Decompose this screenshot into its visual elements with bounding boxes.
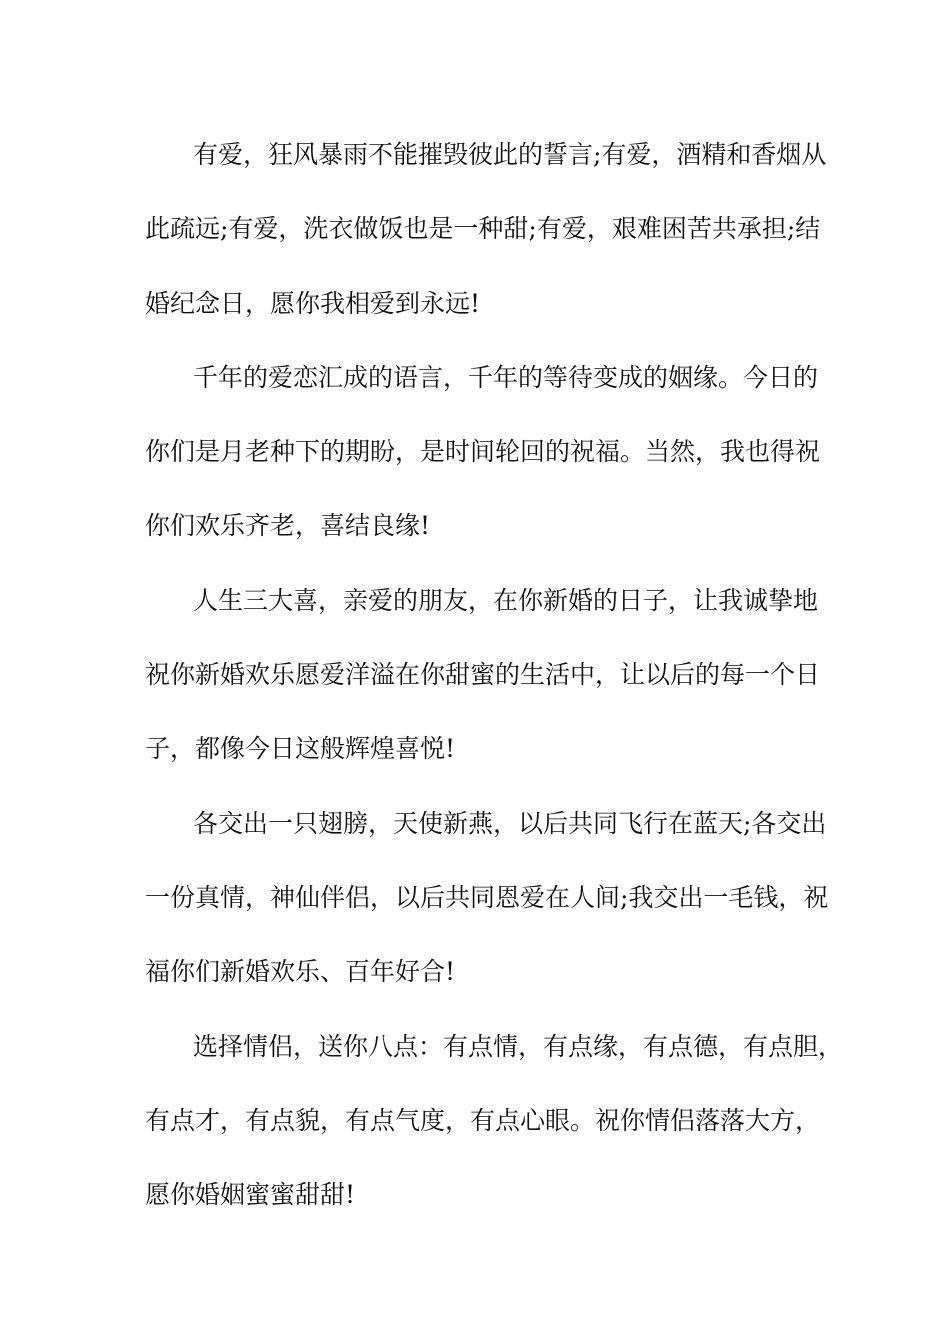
paragraph-1 — [0, 118, 950, 341]
text-line: 人生三大喜，亲爱的朋友，在你新婚的日子，让我诚挚地 — [193, 585, 819, 615]
paragraph-2 — [0, 341, 950, 564]
text-line: 子，都像今日这般辉煌喜悦! — [145, 734, 456, 764]
text-line: 各交出一只翅膀，天使新燕，以后共同飞行在蓝天;各交出 — [193, 808, 827, 838]
text-line: 祝你新婚欢乐愿爱洋溢在你甜蜜的生活中，让以后的每一个日 — [145, 660, 821, 690]
text-line: 一份真情，神仙伴侣，以后共同恩爱在人间;我交出一毛钱，祝 — [145, 882, 829, 912]
document-body — [0, 118, 950, 1232]
text-line: 你们欢乐齐老，喜结良缘! — [145, 511, 431, 541]
paragraph-5 — [0, 1010, 950, 1233]
text-line: 千年的爱恋汇成的语言，千年的等待变成的姻缘。今日的 — [193, 362, 819, 392]
text-line: 选择情侣，送你八点：有点情，有点缘，有点德，有点胆， — [193, 1031, 844, 1061]
text-line: 有爱，狂风暴雨不能摧毁彼此的誓言;有爱，酒精和香烟从 — [193, 140, 827, 169]
text-line: 你们是月老种下的期盼，是时间轮回的祝福。当然，我也得祝 — [145, 437, 821, 467]
text-line: 愿你婚姻蜜蜜甜甜! — [145, 1180, 356, 1210]
paragraph-4 — [0, 787, 950, 1010]
text-line: 婚纪念日，愿你我相爱到永远! — [145, 288, 481, 318]
paragraph-3 — [0, 564, 950, 787]
text-line: 福你们新婚欢乐、百年好合! — [145, 957, 456, 987]
text-line: 此疏远;有爱，洗衣做饭也是一种甜;有爱，艰难困苦共承担;结 — [145, 214, 821, 244]
text-line: 有点才，有点貌，有点气度，有点心眼。祝你情侣落落大方， — [145, 1105, 821, 1135]
